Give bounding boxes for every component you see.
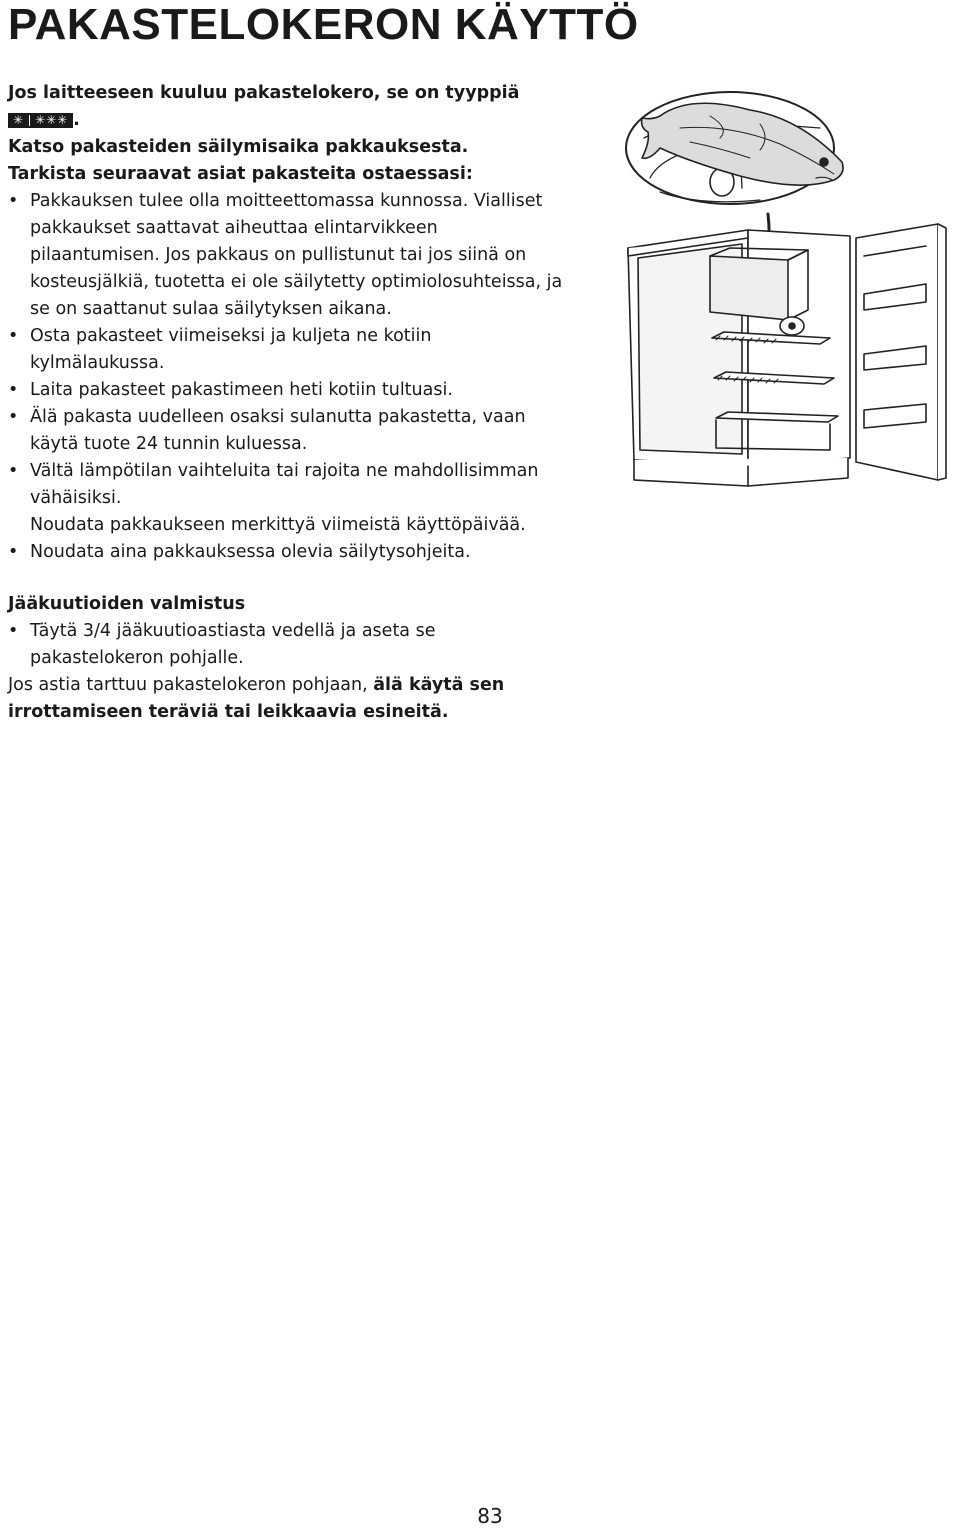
freezer-rating-line xyxy=(8,107,568,134)
buying-tips-list xyxy=(8,188,568,512)
rating-suffix: . xyxy=(73,110,80,130)
list-item: • Pakkauksen tulee olla moitteettomassa kunnossa. Vialliset pakkaukset saattavat aiheuttaa elintarvikkeen pilaantumisen. Jos pakkaus on pullistunut tai jos siinä on kosteusjälkiä, tuotetta ei ole säilytetty optimiolosuhteissa, ja se on saattanut sulaa säilytyksen aikana. xyxy=(8,188,568,323)
page-title: PAKASTELOKERON KÄYTTÖ xyxy=(8,0,639,49)
rating-divider xyxy=(29,115,30,126)
ice-tray-warning xyxy=(8,672,568,726)
list-item: • Älä pakasta uudelleen osaksi sulanutta pakastetta, vaan käytä tuote 24 tunnin kuluessa. xyxy=(8,404,568,458)
rating-three-stars: ✳✳✳ xyxy=(35,113,69,127)
warning-text: Jos astia tarttuu pakastelokeron pohjaan, xyxy=(8,675,374,695)
list-item: • Vältä lämpötilan vaihteluita tai rajoita ne mahdollisimman vähäisiksi. xyxy=(8,458,568,512)
freezer-star-rating-icon xyxy=(8,113,73,128)
expiry-note: Noudata pakkaukseen merkittyä viimeistä käyttöpäivää. xyxy=(30,515,526,535)
main-column xyxy=(8,80,568,726)
ice-cube-list xyxy=(8,618,568,672)
list-item: • Noudata aina pakkauksessa olevia säilytysohjeita. xyxy=(8,539,568,566)
page-number: 83 xyxy=(477,1504,503,1528)
list-item: • Täytä 3/4 jääkuutioastiasta vedellä ja aseta se pakastelokeron pohjalle. xyxy=(8,618,568,672)
intro-line-4: Tarkista seuraavat asiat pakasteita ostaessasi: xyxy=(8,164,473,184)
ice-cube-heading: Jääkuutioiden valmistus xyxy=(8,594,246,614)
intro-line-3: Katso pakasteiden säilymisaika pakkauksesta. xyxy=(8,137,469,157)
storage-instructions-list xyxy=(8,539,568,566)
rating-small-star: ✳ xyxy=(13,113,25,127)
intro-line-1: Jos laitteeseen kuuluu pakastelokero, se on tyyppiä xyxy=(8,83,520,103)
fridge-with-fish-illustration xyxy=(620,88,960,488)
list-item: • Osta pakasteet viimeiseksi ja kuljeta ne kotiin kylmälaukussa. xyxy=(8,323,568,377)
warning-emphasis: älä käytä sen irrottamiseen teräviä tai leikkaavia esineitä. xyxy=(8,675,505,722)
list-item: • Laita pakasteet pakastimeen heti kotiin tultuasi. xyxy=(8,377,568,404)
fridge-door-icon xyxy=(856,224,946,480)
